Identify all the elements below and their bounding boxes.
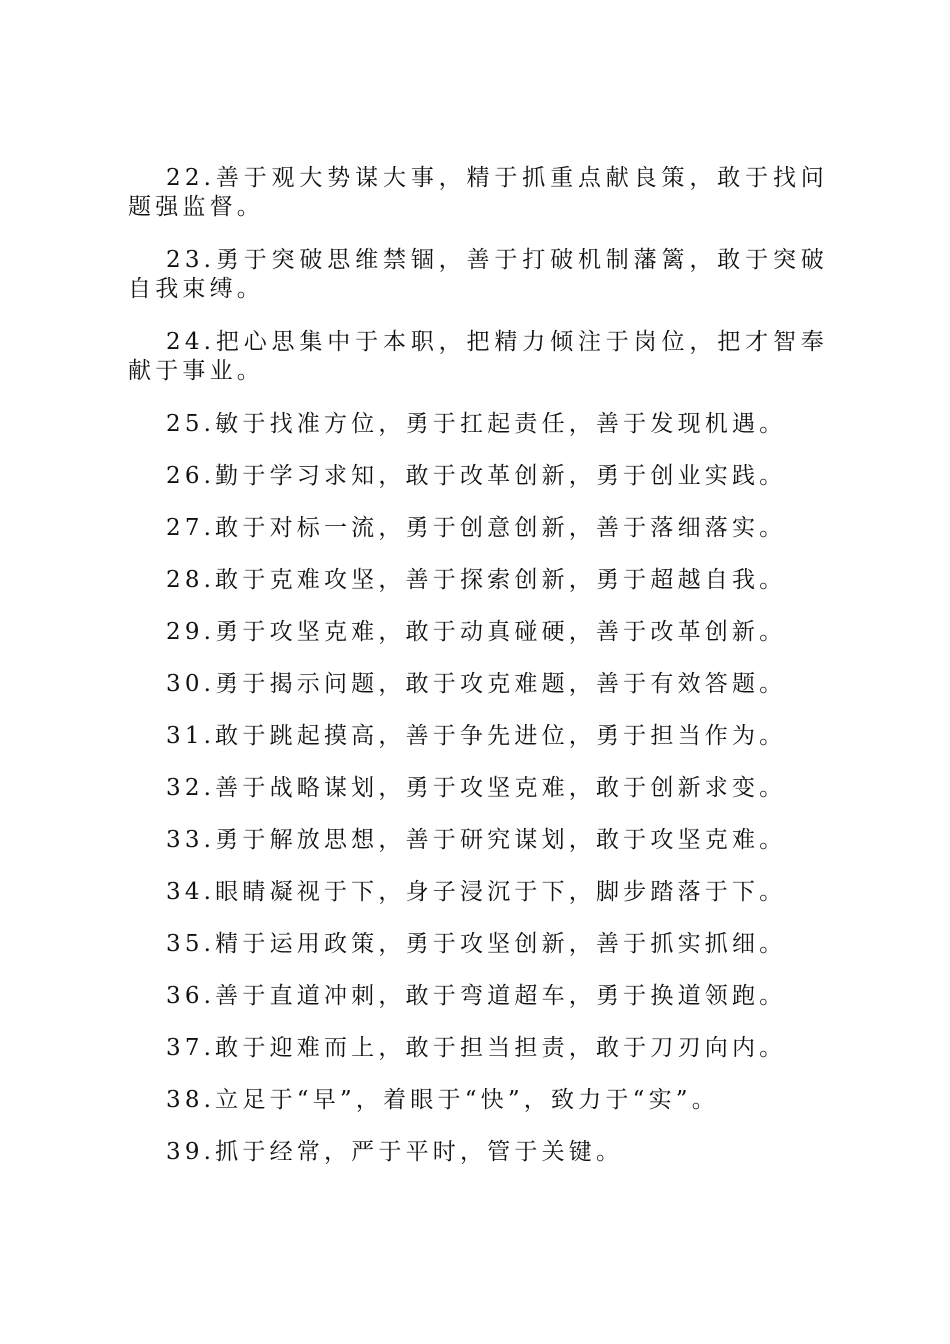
list-item: 27.敢于对标一流，勇于创意创新，善于落细落实。 bbox=[166, 515, 787, 541]
list-item: 36.善于直道冲刺，敢于弯道超车，勇于换道领跑。 bbox=[166, 983, 787, 1009]
document-body bbox=[128, 164, 828, 1190]
list-item: 28.敢于克难攻坚，善于探索创新，勇于超越自我。 bbox=[166, 567, 787, 593]
list-item: 26.勤于学习求知，敢于改革创新，勇于创业实践。 bbox=[166, 463, 787, 489]
list-item: 25.敏于找准方位，勇于扛起责任，善于发现机遇。 bbox=[166, 411, 787, 437]
list-item: 31.敢于跳起摸高，善于争先进位，勇于担当作为。 bbox=[166, 723, 787, 749]
list-item: 32.善于战略谋划，勇于攻坚克难，敢于创新求变。 bbox=[166, 775, 787, 801]
list-item: 39.抓于经常，严于平时，管于关键。 bbox=[166, 1139, 624, 1165]
list-item: 30.勇于揭示问题，敢于攻克难题，善于有效答题。 bbox=[166, 671, 787, 697]
list-item: 38.立足于“早”，着眼于“快”，致力于“实”。 bbox=[166, 1087, 719, 1113]
list-item: 37.敢于迎难而上，敢于担当担责，敢于刀刃向内。 bbox=[166, 1035, 787, 1061]
list-item: 23.勇于突破思维禁锢，善于打破机制藩篱，敢于突破自我束缚。 bbox=[128, 247, 828, 302]
list-item: 29.勇于攻坚克难，敢于动真碰硬，善于改革创新。 bbox=[166, 619, 787, 645]
list-item: 35.精于运用政策，勇于攻坚创新，善于抓实抓细。 bbox=[166, 931, 787, 957]
list-item: 24.把心思集中于本职，把精力倾注于岗位，把才智奉献于事业。 bbox=[128, 329, 828, 384]
list-item: 34.眼睛凝视于下，身子浸沉于下，脚步踏落于下。 bbox=[166, 879, 787, 905]
list-item: 22.善于观大势谋大事，精于抓重点献良策，敢于找问题强监督。 bbox=[128, 165, 828, 220]
list-item: 33.勇于解放思想，善于研究谋划，敢于攻坚克难。 bbox=[166, 827, 787, 853]
